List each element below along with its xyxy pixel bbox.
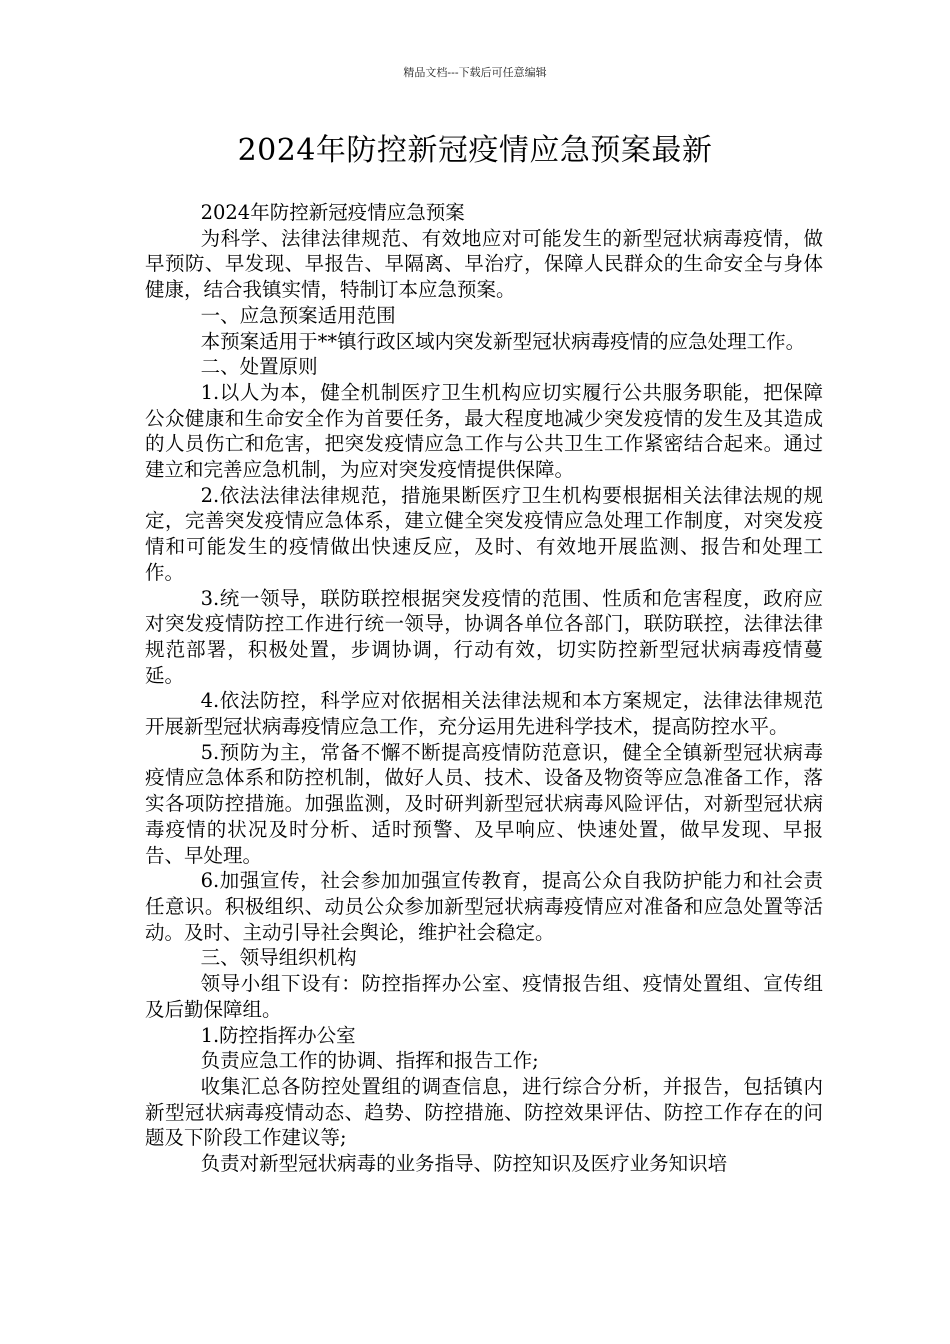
intro-paragraph: 为科学、法律法律规范、有效地应对可能发生的新型冠状病毒疫情，做早预防、早发现、早报告、早隔离、早治疗，保障人民群众的生命安全与身体健康，结合我镇实情，特制订本应急预案。 [145, 226, 823, 302]
document-title: 2024年防控新冠疫情应急预案最新 [237, 133, 713, 168]
body-paragraph: 负责应急工作的协调、指挥和报告工作; [200, 1049, 539, 1073]
body-paragraph: 收集汇总各防控处置组的调查信息，进行综合分析，并报告，包括镇内新型冠状病毒疫情动态、趋势、防控措施、防控效果评估、防控工作存在的问题及下阶段工作建议等; [145, 1074, 823, 1150]
document-body [145, 200, 823, 1177]
body-paragraph: 5.预防为主，常备不懈不断提高疫情防范意识，健全全镇新型冠状病毒疫情应急体系和防控机制，做好人员、技术、设备及物资等应急准备工作，落实各项防控措施。加强监测，及时研判新型冠状病毒风险评估，对新型冠状病毒疫情的状况及时分析、适时预警、及早响应、快速处置，做早发现、早报告、早处理。 [145, 740, 823, 867]
body-paragraph: 4.依法防控，科学应对依据相关法律法规和本方案规定，法律法律规范开展新型冠状病毒疫情应急工作，充分运用先进科学技术，提高防控水平。 [145, 689, 823, 739]
page-header-note: 精品文档---下载后可任意编辑 [403, 66, 547, 79]
body-paragraph: 2.依法法律法律规范，措施果断医疗卫生机构要根据相关法律法规的规定，完善突发疫情应急体系，建立健全突发疫情应急处理工作制度，对突发疫情和可能发生的疫情做出快速反应，及时、有效地开展监测、报告和处理工作。 [145, 483, 823, 584]
subsection-heading: 1.防控指挥办公室 [200, 1023, 356, 1047]
body-paragraph: 1.以人为本，健全机制医疗卫生机构应切实履行公共服务职能，把保障公众健康和生命安全作为首要任务，最大程度地减少突发疫情的发生及其造成的人员伤亡和危害，把突发疫情应急工作与公共卫生工作紧密结合起来。通过建立和完善应急机制，为应对突发疫情提供保障。 [145, 380, 823, 482]
body-paragraph: 3.统一领导，联防联控根据突发疫情的范围、性质和危害程度，政府应对突发疫情防控工作进行统一领导，协调各单位各部门，联防联控，法律法律规范部署，积极处置，步调协调，行动有效，切实防控新型冠状病毒疫情蔓延。 [145, 586, 823, 687]
section-heading: 三、领导组织机构 [200, 946, 357, 970]
body-paragraph: 本预案适用于**镇行政区域内突发新型冠状病毒疫情的应急处理工作。 [200, 329, 806, 353]
subtitle-paragraph: 2024年防控新冠疫情应急预案 [200, 201, 465, 224]
section-heading: 一、应急预案适用范围 [200, 303, 396, 327]
body-paragraph: 6.加强宣传，社会参加加强宣传教育，提高公众自我防护能力和社会责任意识。积极组织、动员公众参加新型冠状病毒疫情应对准备和应急处置等活动。及时、主动引导社会舆论，维护社会稳定。 [145, 869, 823, 944]
section-heading: 二、处置原则 [200, 355, 318, 379]
body-paragraph: 负责对新型冠状病毒的业务指导、防控知识及医疗业务知识培 [200, 1152, 728, 1176]
body-paragraph: 领导小组下设有：防控指挥办公室、疫情报告组、疫情处置组、宣传组及后勤保障组。 [145, 972, 823, 1021]
